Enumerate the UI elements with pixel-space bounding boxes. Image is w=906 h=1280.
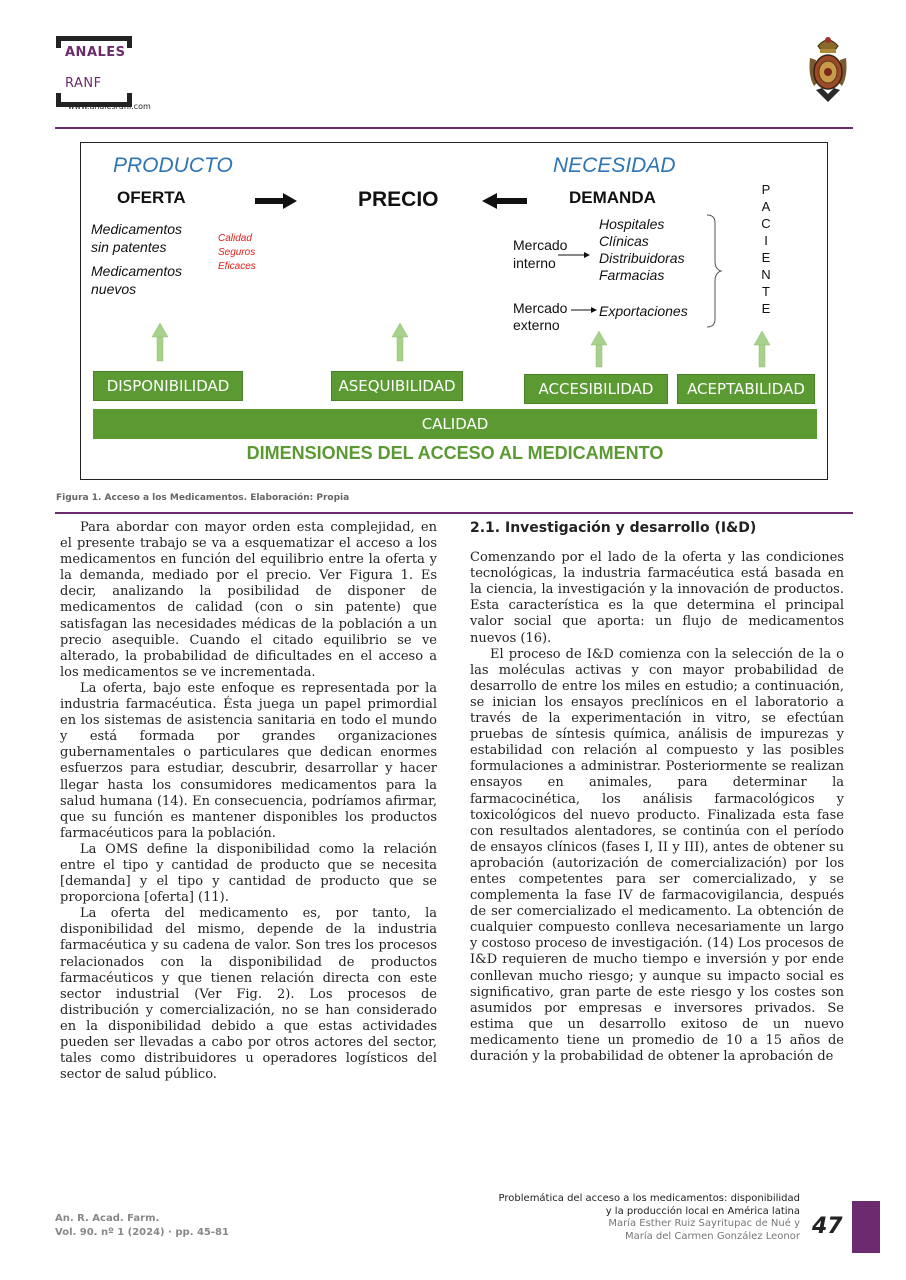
page-tab-marker (852, 1201, 880, 1253)
up-arrow-accesibilidad (591, 331, 607, 367)
label-producto: PRODUCTO (113, 154, 233, 177)
dimension-aceptabilidad: ACEPTABILIDAD (677, 374, 815, 404)
paciente-letter: C (761, 216, 771, 231)
mercado-externo-connector (571, 307, 597, 313)
mercado-interno-label: Mercado (513, 237, 568, 253)
footer-journal: An. R. Acad. Farm. (55, 1213, 160, 1224)
arrow-demanda-to-precio (482, 193, 527, 209)
paragraph: La oferta, bajo este enfoque es representada por la industria farmacéutica. Ésta juega un papel primordial en los sistemas de asistencia sanitaria en todo el mundo y está formada por grandes organizaciones gubernamentales o particulares que dedican enormes esfuerzos para estudiar, descubrir, desarrollar y hacer llegar hasta los consumidores medicamentos para la salud humana (14). En consecuencia, podríamos afirmar, que su función es mantener disponibles los productos farmacéuticos para la población. (60, 680, 437, 841)
caption-rule (55, 512, 853, 514)
paciente-brace (707, 215, 721, 327)
footer-article-info (460, 1193, 800, 1243)
figure-title: DIMENSIONES DEL ACCESO AL MEDICAMENTO (246, 443, 664, 463)
paciente-letter: P (761, 182, 771, 197)
footer-title-line: Problemática del acceso a los medicamentos: disponibilidad (498, 1193, 800, 1204)
logo-url: www.analesranf.com (68, 102, 151, 111)
footer-volume: Vol. 90. nº 1 (2024) · pp. 45-81 (55, 1227, 229, 1238)
label-demanda: DEMANDA (569, 188, 656, 207)
academy-crest-icon (804, 32, 852, 104)
paciente-vertical-label (757, 181, 775, 317)
logo-ranf-text: RANF (65, 76, 102, 91)
footer-title-line: y la producción local en América latina (605, 1205, 800, 1217)
paragraph: Comenzando por el lado de la oferta y las condiciones tecnológicas, la industria farmacéutica está basada en la ciencia, la investigación y la innovación de productos. Esta característica es la que determina el principal valor social que aporta: un flujo de medicamentos nuevos (16). (470, 550, 844, 646)
interno-item: Hospitales (599, 216, 665, 232)
page-number: 47 (812, 1214, 843, 1239)
mercado-interno-label: interno (513, 255, 556, 271)
dimension-calidad-bar: CALIDAD (93, 409, 817, 439)
arrow-oferta-to-precio (255, 193, 297, 209)
footer-citation (55, 1212, 229, 1240)
calidad-note: Seguros (218, 247, 256, 258)
paragraph: La oferta del medicamento es, por tanto, la disponibilidad del mismo, depende de la industria farmacéutica y su cadena de valor. Son tres los procesos relacionados con la disponibilidad de productos farmacéuticos y que tienen relación directa con este sector industrial (Ver Fig. 2). Los procesos de distribución y comercialización, no se han considerado en la disponibilidad debido a que estas actividades pueden ser llevadas a cabo por otros actores del sector, tales como distribuidores u operadores logísticos del sector de salud público. (60, 906, 437, 1083)
footer-author: María del Carmen González Leonor (624, 1230, 800, 1242)
label-oferta: OFERTA (117, 188, 186, 207)
paragraph: La OMS define la disponibilidad como la relación entre el tipo y cantidad de producto que se necesita [demanda] y el tipo y cantidad de producto que se proporciona [oferta] (11). (60, 841, 437, 906)
figure-caption: Figura 1. Acceso a los Medicamentos. Elaboración: Propia (56, 493, 350, 503)
oferta-item: Medicamentos (91, 263, 183, 279)
paciente-letter: T (762, 284, 770, 299)
section-title: 2.1. Investigación y desarrollo (I&D) (470, 520, 757, 536)
interno-item: Clínicas (599, 233, 649, 249)
label-precio: PRECIO (358, 188, 439, 211)
dimension-disponibilidad: DISPONIBILIDAD (93, 371, 243, 401)
paragraph: El proceso de I&D comienza con la selección de la o las moléculas activas y con mayor probabilidad de desarrollo de entre los miles en estudio; a continuación, se inician los ensayos preclínicos en el laboratorio a través de la experimentación in vitro, se efectúan pruebas de síntesis química, análisis de impurezas y estabilidad con relación al compuesto y las posibles formulaciones a administrar. Posteriormente se realizan ensayos en animales, para determinar la farmacocinética, los análisis farmacológicos y toxicológicos del nuevo producto. Finalizada esta fase con resultados alentadores, se continúa con el período de ensayos clínicos (fases I, II y III), antes de obtener su aprobación (autorización de comercialización) por los entes competentes para ser comercializado, y se complementa la fase IV de farmacovigilancia, después de ser comercializado el medicamento. La obtención de cualquier compuesto conlleva necesariamente un largo y costoso proceso de investigación. (14) Los procesos de I&D requieren de mucho tiempo e inversión y por ende conllevan mucho riesgo; y aunque su impacto social es significativo, gran parte de este riesgo y los costes son asumidos por empresas e inversores privados. Se estima que un desarrollo exitoso de un nuevo medicamento tiene un promedio de 10 a 15 años de duración y la probabilidad de obtener la aprobación de (470, 646, 844, 1064)
footer-author: María Esther Ruiz Sayritupac de Nué y (608, 1218, 800, 1229)
label-necesidad: NECESIDAD (553, 154, 676, 177)
up-arrow-asequibilidad (392, 323, 408, 361)
paciente-letter: N (761, 267, 771, 282)
dimension-asequibilidad: ASEQUIBILIDAD (331, 371, 463, 401)
oferta-item: Medicamentos (91, 221, 183, 237)
up-arrow-aceptabilidad (754, 331, 770, 367)
up-arrow-disponibilidad (152, 323, 168, 361)
interno-item: Distribuidoras (599, 250, 685, 266)
journal-logo (56, 36, 186, 116)
logo-anales-text: ANALES (65, 45, 126, 60)
interno-item: Farmacias (599, 267, 665, 283)
paciente-letter: E (761, 301, 771, 316)
figure-access-diagram (80, 142, 828, 480)
mercado-externo-label: Mercado (513, 300, 568, 316)
paciente-letter: A (761, 199, 771, 214)
calidad-note: Calidad (218, 233, 252, 244)
dimension-accesibilidad: ACCESIBILIDAD (524, 374, 668, 404)
paciente-letter: I (764, 233, 768, 248)
paragraph: Para abordar con mayor orden esta complejidad, en el presente trabajo se va a esquematizar el acceso a los medicamentos en función del equilibrio entre la oferta y la demanda, mediado por el precio. Ver Figura 1. Es decir, analizando la posibilidad de disponer de medicamentos de calidad (con o sin patente) que satisfagan las necesidades médicas de la población a un precio asequible. Cuando el citado equilibrio se ve alterado, la probabilidad de dificultades en el acceso a los medicamentos se ve incrementada. (60, 520, 437, 680)
right-column (470, 520, 844, 1065)
oferta-item: sin patentes (91, 239, 167, 255)
paciente-letter: E (761, 250, 771, 265)
calidad-note: Eficaces (218, 261, 256, 272)
oferta-item: nuevos (91, 281, 137, 297)
header-rule (55, 127, 853, 129)
exportaciones-label: Exportaciones (599, 303, 688, 319)
mercado-externo-label: externo (513, 317, 560, 333)
left-column (60, 520, 437, 1083)
